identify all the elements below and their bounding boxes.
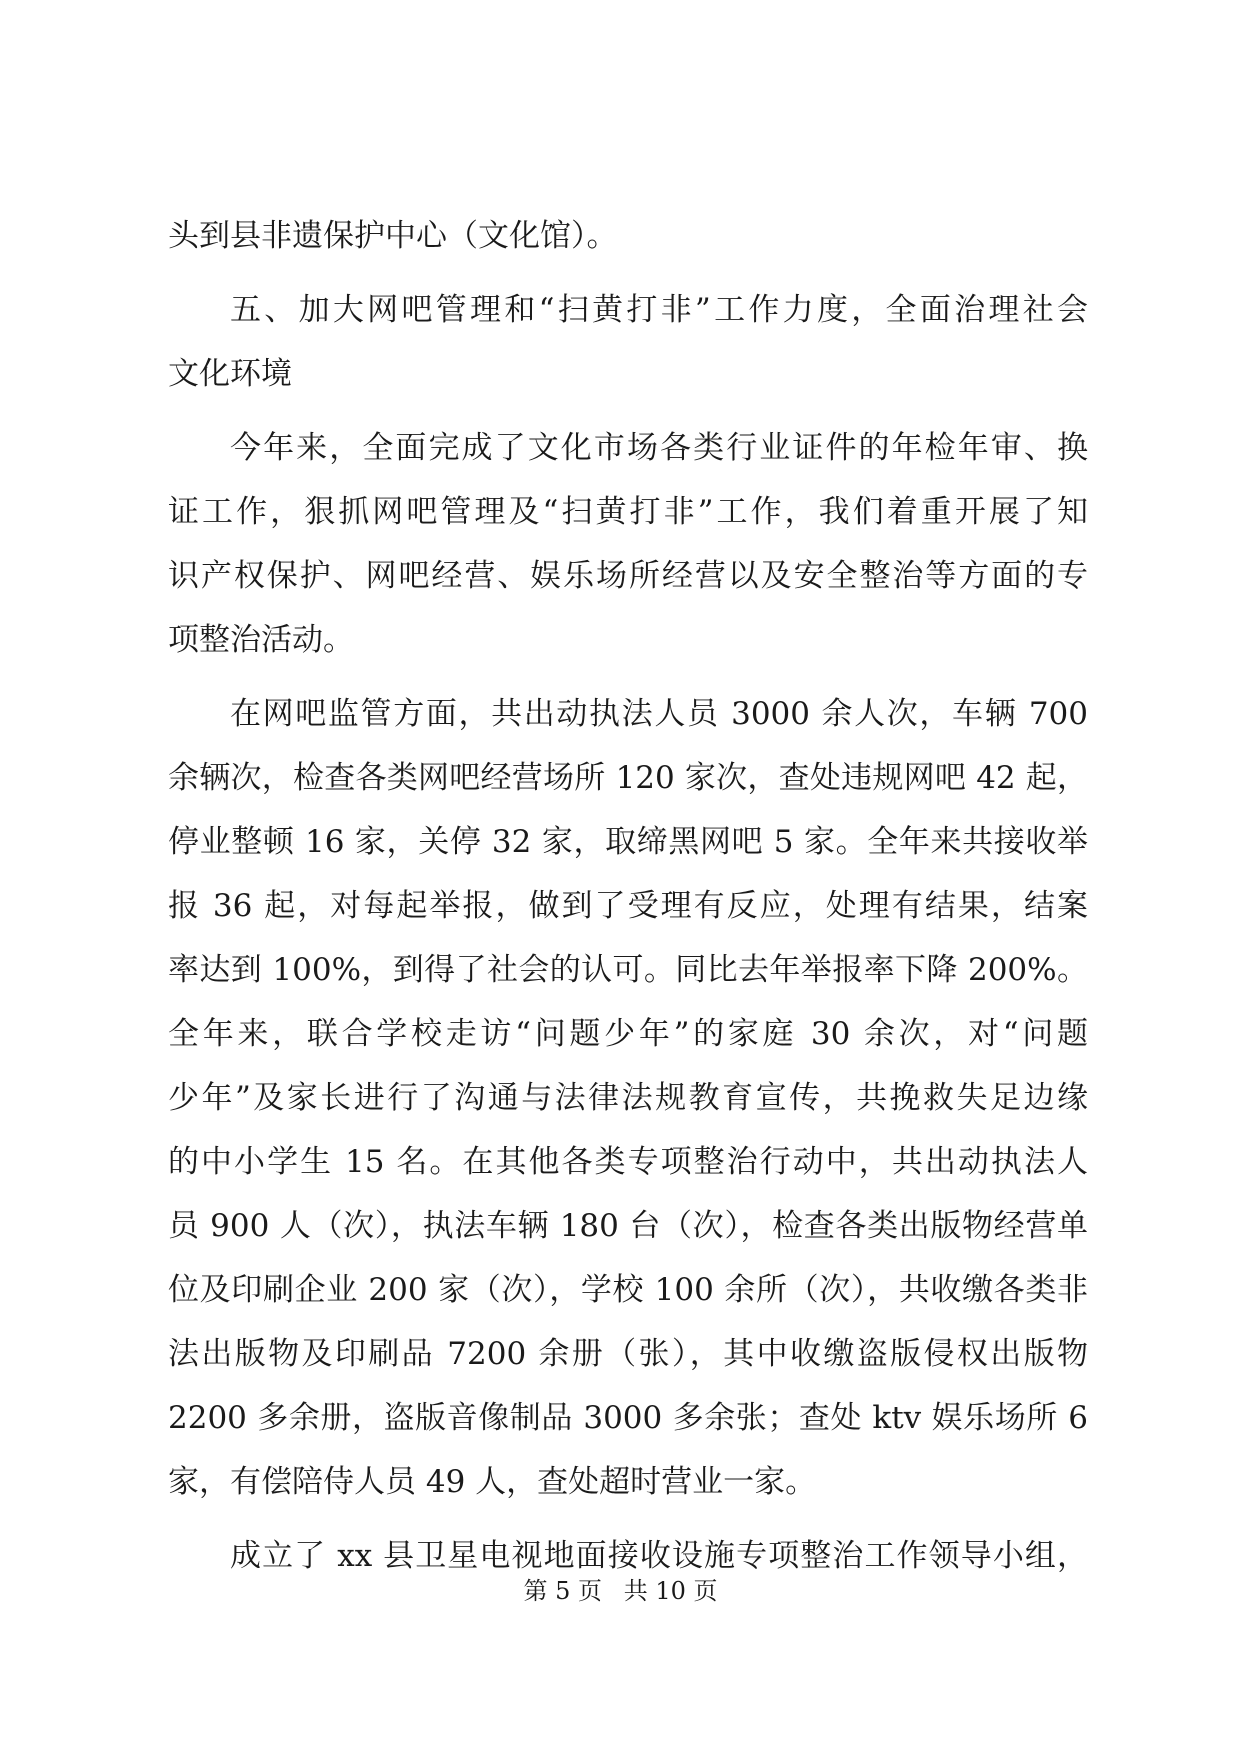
text-line: 今年来，全面完成了文化市场各类行业证件的年检年审、换 bbox=[230, 430, 1088, 466]
text-line: 停业整顿 16 家，关停 32 家，取缔黑网吧 5 家。全年来共接收举 bbox=[168, 824, 1088, 860]
text-line: 项整治活动。 bbox=[168, 622, 354, 658]
text-line: 率达到 100%，到得了社会的认可。同比去年举报率下降 200%。 bbox=[168, 952, 1088, 988]
text-line: 家，有偿陪侍人员 49 人，查处超时营业一家。 bbox=[168, 1464, 817, 1500]
section-heading-line: 五、加大网吧管理和“扫黄打非”工作力度，全面治理社会 bbox=[230, 292, 1088, 328]
text-line: 少年”及家长进行了沟通与法律法规教育宣传，共挽救失足边缘 bbox=[168, 1080, 1088, 1116]
text-line: 余辆次，检查各类网吧经营场所 120 家次，查处违规网吧 42 起， bbox=[168, 760, 1088, 796]
text-line: 的中小学生 15 名。在其他各类专项整治行动中，共出动执法人 bbox=[168, 1144, 1088, 1180]
document-body bbox=[168, 204, 1088, 1588]
text-line: 报 36 起，对每起举报，做到了受理有反应，处理有结果，结案 bbox=[168, 888, 1088, 924]
section-heading-line: 文化环境 bbox=[168, 356, 292, 392]
text-line: 成立了 xx 县卫星电视地面接收设施专项整治工作领导小组， bbox=[230, 1538, 1088, 1574]
text-line: 2200 多余册，盗版音像制品 3000 多余张；查处 ktv 娱乐场所 6 bbox=[168, 1400, 1088, 1436]
text-line: 在网吧监管方面，共出动执法人员 3000 余人次，车辆 700 bbox=[230, 696, 1088, 732]
page-footer bbox=[0, 1576, 1241, 1606]
page-number-label: 第 5 页 bbox=[523, 1577, 603, 1605]
text-line: 识产权保护、网吧经营、娱乐场所经营以及安全整治等方面的专 bbox=[168, 558, 1088, 594]
text-line: 头到县非遗保护中心（文化馆）。 bbox=[168, 218, 618, 254]
text-line: 证工作，狠抓网吧管理及“扫黄打非”工作，我们着重开展了知 bbox=[168, 494, 1088, 530]
text-line: 全年来，联合学校走访“问题少年”的家庭 30 余次，对“问题 bbox=[168, 1016, 1088, 1052]
text-line: 法出版物及印刷品 7200 余册（张），其中收缴盗版侵权出版物 bbox=[168, 1336, 1088, 1372]
page-total-label: 共 10 页 bbox=[623, 1577, 718, 1605]
text-line: 员 900 人（次），执法车辆 180 台（次），检查各类出版物经营单 bbox=[168, 1208, 1088, 1244]
text-line: 位及印刷企业 200 家（次），学校 100 余所（次），共收缴各类非 bbox=[168, 1272, 1088, 1308]
